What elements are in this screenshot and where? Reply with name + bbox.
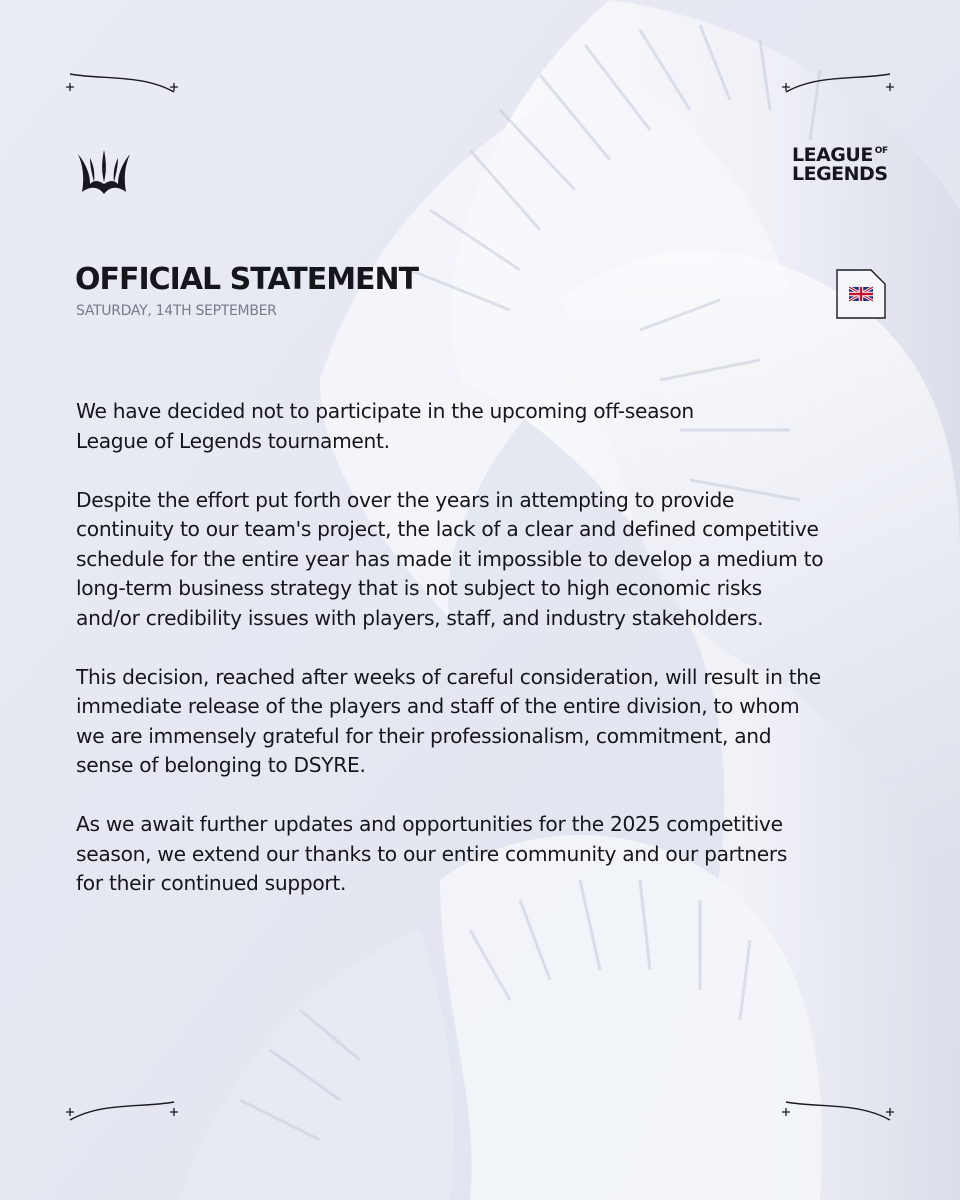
dsyre-crown-icon	[76, 150, 132, 196]
corner-ornament-top-left	[62, 66, 182, 106]
language-badge	[835, 268, 887, 320]
statement-paragraph: As we await further updates and opportunities for the 2025 competitive season, we extend our thanks to our entire community and our partners for their continued support.	[76, 812, 788, 895]
lol-logo-of: OF	[874, 146, 888, 156]
statement-paragraph: This decision, reached after weeks of careful consideration, will result in the immediate release of the players and staff of the entire division, to whom we are immensely grateful for their professionalism, commitment, and sense of belonging to DSYRE.	[76, 664, 821, 777]
lol-logo-legends: LEGENDS	[792, 163, 888, 185]
corner-ornament-bottom-right	[778, 1094, 898, 1134]
uk-flag-icon	[849, 287, 873, 301]
league-of-legends-logo	[792, 146, 892, 184]
statement-paragraph: We have decided not to participate in the upcoming off-season League of Legends tournament.	[76, 399, 694, 453]
corner-ornament-bottom-left	[62, 1094, 182, 1134]
statement-paragraph: Despite the effort put forth over the years in attempting to provide continuity to our team's project, the lack of a clear and defined competitive schedule for the entire year has made it impossible to develop a medium to long-term business strategy that is not subject to high economic risks and/or credibility issues with players, staff, and industry stakeholders.	[76, 487, 824, 630]
page-title: OFFICIAL STATEMENT	[75, 262, 419, 297]
statement-date: SATURDAY, 14TH SEPTEMBER	[76, 303, 277, 319]
corner-ornament-top-right	[778, 66, 898, 106]
statement-body	[76, 397, 896, 928]
lol-logo-league: LEAGUE	[792, 144, 873, 166]
